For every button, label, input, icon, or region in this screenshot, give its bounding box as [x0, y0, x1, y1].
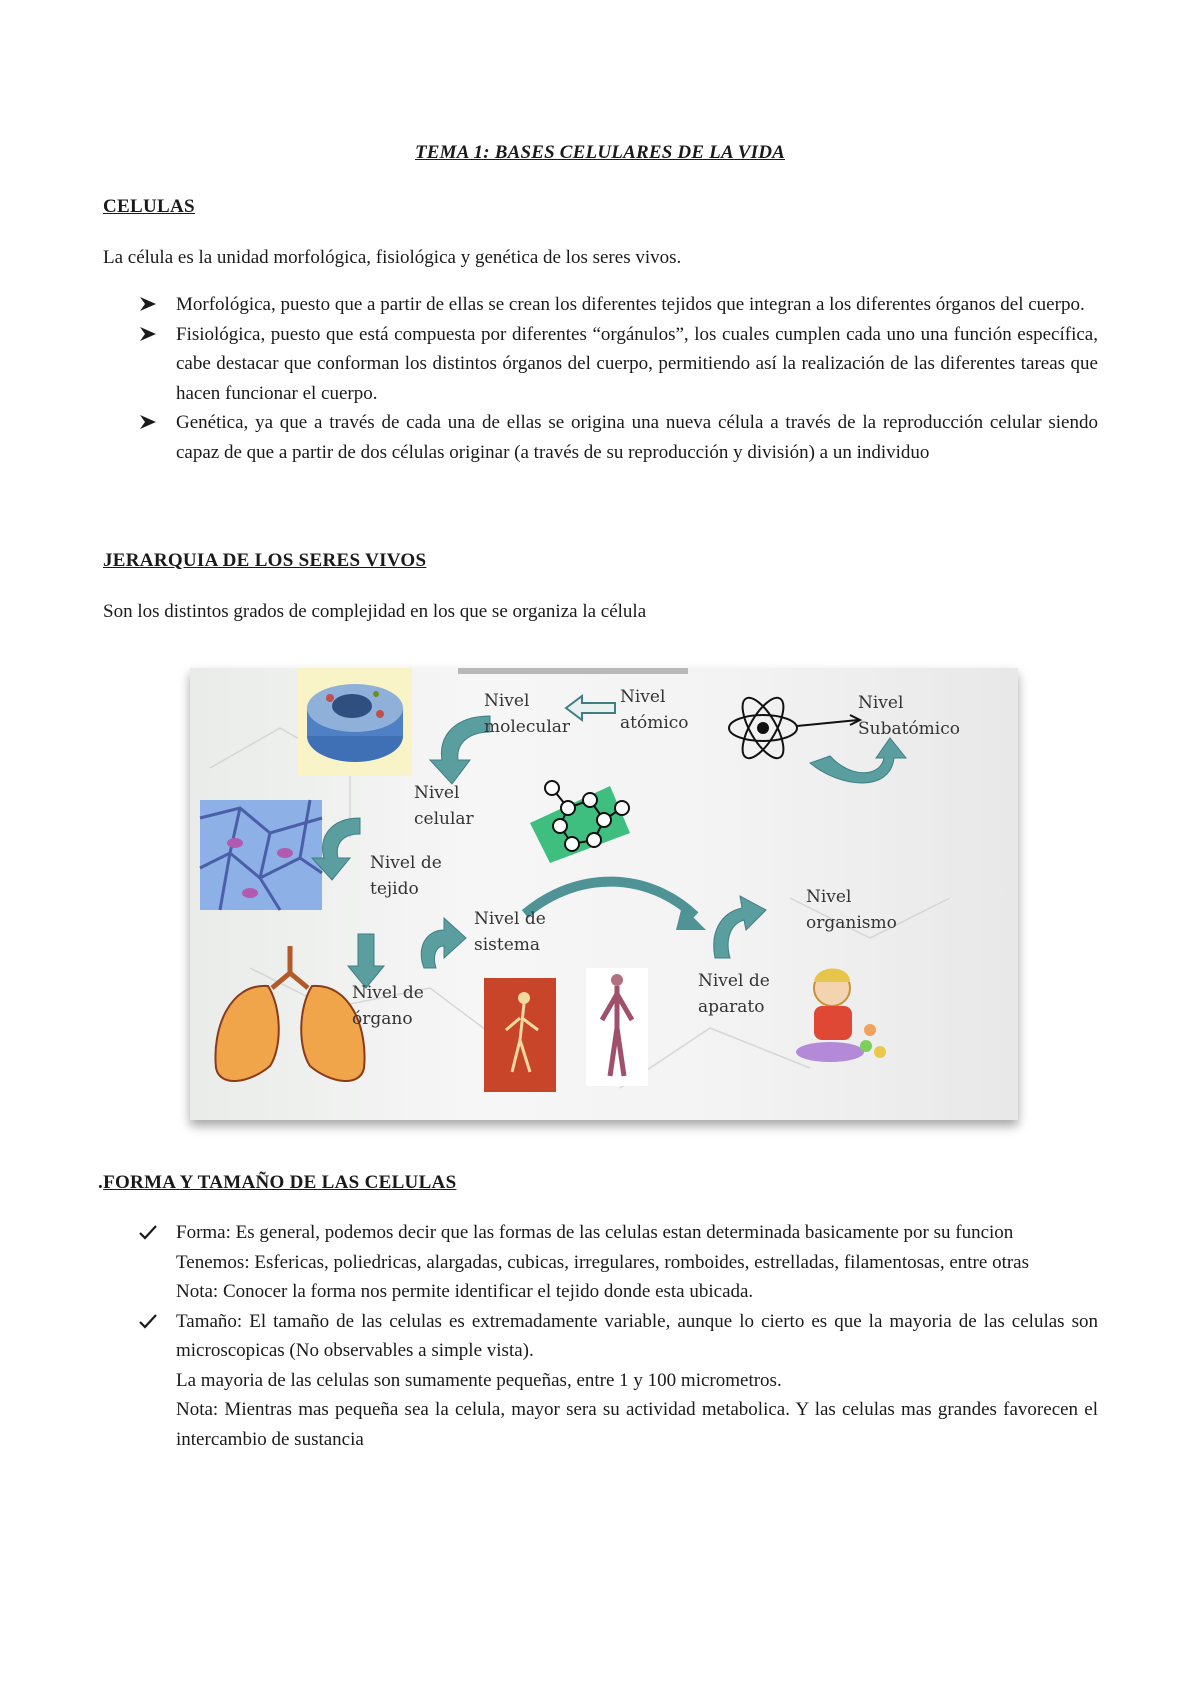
list-item-text: Tenemos: Esfericas, poliedricas, alargadas, cubicas, irregulares, romboides, estrelladas, filamentosas, entre otras: [176, 1251, 1030, 1273]
label-nivel-molecular: Nivel molecular: [484, 691, 571, 737]
curved-arrow-icon: [525, 882, 695, 916]
celulas-intro: La célula es la unidad morfológica, fisiológica y genética de los seres vivos.: [103, 247, 682, 268]
tissue-image: [200, 800, 322, 910]
heading-text: FORMA Y TAMAÑO DE LAS CELULAS: [103, 1172, 457, 1193]
cropped-caption: [458, 668, 688, 674]
list-item: [103, 1218, 1098, 1307]
animal-cell-image: [298, 668, 412, 776]
curved-arrow-icon: [430, 716, 490, 784]
human-anatomy-image: [586, 968, 648, 1086]
list-item-text: Nota: Conocer la forma nos permite identificar el tejido donde esta ubicada.: [176, 1281, 754, 1302]
arrowhead-bullet-icon: [139, 320, 161, 342]
list-item-text: Fisiológica, puesto que está compuesta por diferentes “orgánulos”, los cuales cumplen cada uno una función específica, cabe destacar que conforman los distintos órganos del cuerpo, permitiendo así la realización de las diferentes tareas que hacen funcionar el cuerpo.: [176, 323, 1098, 404]
section-heading-forma: [98, 1172, 456, 1194]
label-nivel-sistema: Nivel de sistema: [474, 909, 546, 955]
document-title: TEMA 1: BASES CELULARES DE LA VIDA: [414, 142, 786, 163]
list-item-text: La mayoria de las celulas son sumamente pequeñas, entre 1 y 100 micrometros.: [176, 1369, 782, 1391]
section-heading-celulas: CELULAS: [103, 196, 195, 217]
list-item-text: Genética, ya que a través de cada una de ellas se origina una nueva célula a través de la reproducción celular siendo capaz de que a partir de dos células originar (a través de su reproducción y división) a un individuo: [176, 412, 1098, 463]
curved-arrow-icon: [421, 918, 466, 968]
molecule-image: [530, 781, 630, 863]
list-item: [103, 1307, 1098, 1455]
label-nivel-aparato: Nivel de aparato: [698, 971, 770, 1017]
curved-arrow-icon: [810, 738, 906, 783]
list-item-text: Morfológica, puesto que a partir de ellas se crean los diferentes tejidos que integran a los diferentes órganos del cuerpo.: [176, 294, 1085, 315]
atom-image: [729, 692, 860, 764]
label-nivel-subatomico: Nivel Subatómico: [858, 693, 960, 739]
checkmark-bullet-icon: [139, 1218, 161, 1240]
list-item: [103, 320, 1098, 409]
child-image: [796, 969, 886, 1063]
curved-arrow-icon: [714, 896, 766, 958]
heading-prefix: .: [98, 1172, 104, 1193]
lungs-image: [215, 946, 364, 1081]
section-heading-jerarquia: JERARQUIA DE LOS SERES VIVOS: [103, 550, 427, 571]
arrowhead-bullet-icon: [139, 408, 161, 430]
label-nivel-tejido: Nivel de tejido: [370, 853, 442, 899]
label-nivel-atomico: Nivel atómico: [620, 687, 689, 733]
label-nivel-organo: Nivel de órgano: [352, 983, 424, 1029]
list-item-text: Nota: Mientras mas pequeña sea la celula, mayor sera su actividad metabolica. Y las celulas mas grandes favorecen el intercambio de sustancia: [176, 1399, 1098, 1450]
label-nivel-celular: Nivel celular: [414, 783, 474, 829]
list-item: [103, 290, 1098, 320]
celulas-list: [103, 290, 1098, 467]
list-item-text: Forma: Es general, podemos decir que las formas de las celulas estan determinada basicamente por su funcion: [176, 1222, 1014, 1243]
left-arrow-icon: [566, 696, 615, 720]
forma-list: [103, 1218, 1098, 1454]
label-nivel-organismo: Nivel organismo: [806, 887, 897, 933]
skeleton-image: [484, 978, 556, 1092]
list-item-text: Tamaño: El tamaño de las celulas es extremadamente variable, aunque lo cierto es que la mayoria de las celulas son microscopicas (No observables a simple vista).: [176, 1310, 1098, 1361]
hierarchy-diagram: [190, 668, 1018, 1120]
list-item: [103, 408, 1098, 467]
checkmark-bullet-icon: [139, 1307, 161, 1329]
arrowhead-bullet-icon: [139, 290, 161, 312]
jerarquia-intro: Son los distintos grados de complejidad en los que se organiza la célula: [103, 601, 647, 622]
